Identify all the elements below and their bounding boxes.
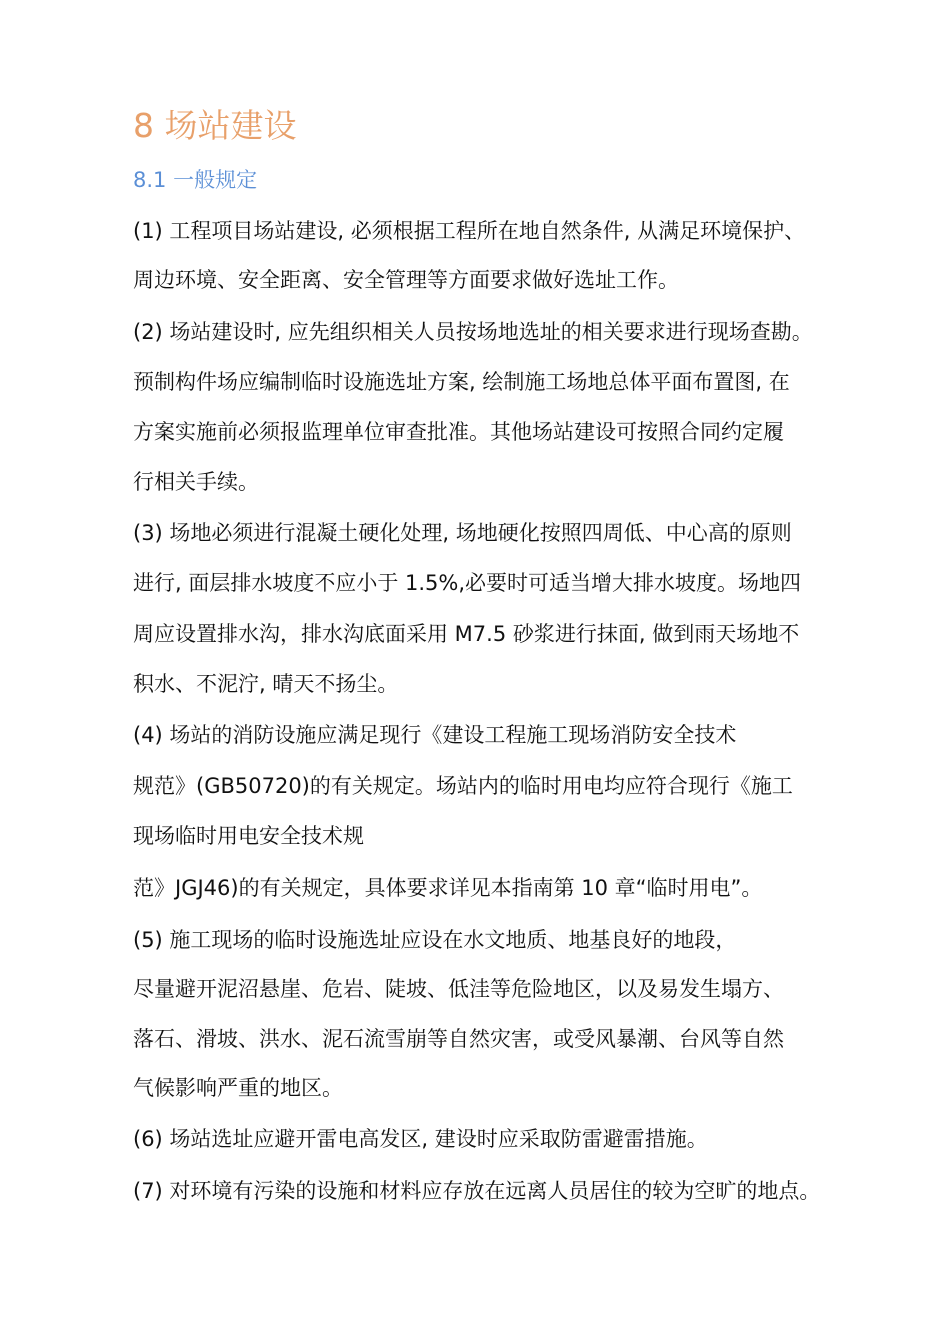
text-line: 落石、滑坡、洪水、泥石流雪崩等自然灾害，或受风暴潮、台风等自然: [133, 1027, 784, 1051]
text-line: (5) 施工现场的临时设施选址应设在水文地质、地基良好的地段，: [133, 928, 737, 952]
text-line: 行相关手续。: [133, 470, 259, 494]
text-line: (3) 场地必须进行混凝土硬化处理, 场地硬化按照四周低、中心高的原则: [133, 521, 792, 545]
text-line: 现场临时用电安全技术规: [133, 824, 364, 848]
text-line: (7) 对环境有污染的设施和材料应存放在远离人员居住的较为空旷的地点。: [133, 1179, 821, 1203]
section-title: 8.1 一般规定: [133, 168, 258, 192]
text-line: 气候影响严重的地区。: [133, 1076, 343, 1100]
text-line: 范》JGJ46)的有关规定，具体要求详见本指南第 10 章“临时用电”。: [133, 876, 763, 900]
text-line: 尽量避开泥沼悬崖、危岩、陡坡、低洼等危险地区，以及易发生塌方、: [133, 977, 784, 1001]
text-line: (6) 场站选址应避开雷电高发区, 建设时应采取防雷避雷措施。: [133, 1127, 708, 1151]
text-line: 积水、不泥泞, 晴天不扬尘。: [133, 672, 399, 696]
text-line: (2) 场站建设时, 应先组织相关人员按场地选址的相关要求进行现场查勘。: [133, 320, 813, 344]
text-line: 规范》(GB50720)的有关规定。场站内的临时用电均应符合现行《施工: [133, 774, 793, 798]
text-line: (4) 场站的消防设施应满足现行《建设工程施工现场消防安全技术: [133, 723, 737, 747]
text-line: 方案实施前必须报监理单位审查批准。其他场站建设可按照合同约定履: [133, 420, 784, 444]
text-line: 预制构件场应编制临时设施选址方案, 绘制施工场地总体平面布置图, 在: [133, 370, 790, 394]
text-line: 周边环境、安全距离、安全管理等方面要求做好选址工作。: [133, 268, 679, 292]
chapter-title: 8 场站建设: [133, 106, 297, 145]
text-line: 周应设置排水沟，排水沟底面采用 M7.5 砂浆进行抹面, 做到雨天场地不: [133, 622, 800, 646]
text-line: 进行, 面层排水坡度不应小于 1.5%,必要时可适当增大排水坡度。场地四: [133, 571, 802, 595]
text-line: (1) 工程项目场站建设, 必须根据工程所在地自然条件, 从满足环境保护、: [133, 219, 806, 243]
